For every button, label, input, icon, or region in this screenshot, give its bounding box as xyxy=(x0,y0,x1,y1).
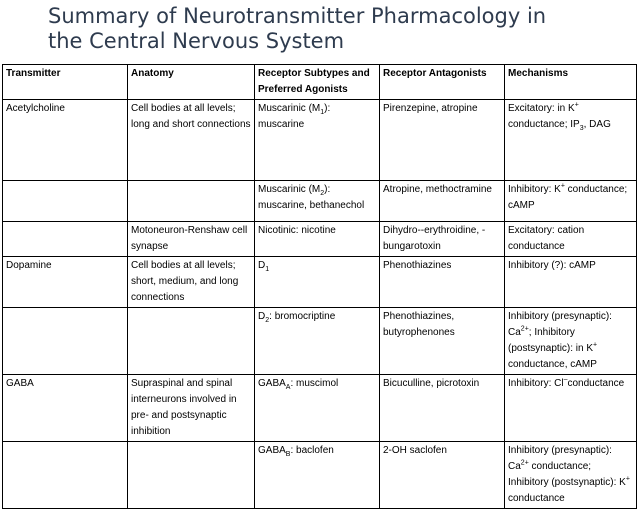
table-row xyxy=(3,308,637,375)
cell-antagonists: Pirenzepine, atropine xyxy=(380,100,505,181)
cell-anatomy: Supraspinal and spinal interneurons involved in pre- and postsynaptic inhibition xyxy=(128,375,255,442)
cell-antagonists: Atropine, methoctramine xyxy=(380,181,505,222)
cell-mechanism: Excitatory: cation conductance xyxy=(505,222,637,257)
cell-receptor: Nicotinic: nicotine xyxy=(255,222,380,257)
cell-transmitter: GABA xyxy=(3,375,128,442)
table-row xyxy=(3,442,637,509)
table-header-row xyxy=(3,65,637,100)
cell-anatomy: Motoneuron-Renshaw cell synapse xyxy=(128,222,255,257)
cell-mechanism: Inhibitory: Cl–conductance xyxy=(505,375,637,442)
cell-transmitter xyxy=(3,308,128,375)
slide-title-line-1: Summary of Neurotransmitter Pharmacology in xyxy=(48,4,547,28)
cell-antagonists: Phenothiazines, butyrophenones xyxy=(380,308,505,375)
cell-transmitter: Dopamine xyxy=(3,257,128,308)
table-row xyxy=(3,257,637,308)
cell-anatomy xyxy=(128,181,255,222)
header-receptor-subtypes: Receptor Subtypes and Preferred Agonists xyxy=(255,65,380,100)
cell-receptor: $GABA_B$: baclofen xyxy=(255,442,380,509)
header-transmitter: Transmitter xyxy=(3,65,128,100)
cell-receptor: Muscarinic $(M_1)$: muscarine xyxy=(255,100,380,181)
slide-title-line-2: the Central Nervous System xyxy=(48,29,345,53)
cell-antagonists: Phenothiazines xyxy=(380,257,505,308)
cell-antagonists: Dihydro--erythroidine, -bungarotoxin xyxy=(380,222,505,257)
header-anatomy: Anatomy xyxy=(128,65,255,100)
cell-antagonists: Bicuculline, picrotoxin xyxy=(380,375,505,442)
cell-mechanism: Excitatory: in K+ conductance; $IP_3$, DAG xyxy=(505,100,637,181)
table-row xyxy=(3,100,637,181)
table-row xyxy=(3,222,637,257)
header-mechanisms: Mechanisms xyxy=(505,65,637,100)
cell-mechanism: Inhibitory (presynaptic): $Ca^{2+}$; Inhibitory (postsynaptic): in K+ conductance, cAMP xyxy=(505,308,637,375)
cell-anatomy: Cell bodies at all levels; long and short connections xyxy=(128,100,255,181)
cell-receptor: $D_2$: bromocriptine xyxy=(255,308,380,375)
slide-title xyxy=(48,4,628,54)
pharmacology-table xyxy=(2,64,637,509)
table-row xyxy=(3,181,637,222)
cell-anatomy: Cell bodies at all levels; short, medium, and long connections xyxy=(128,257,255,308)
cell-transmitter xyxy=(3,222,128,257)
header-receptor-antagonists: Receptor Antagonists xyxy=(380,65,505,100)
cell-receptor: $GABA_A$: muscimol xyxy=(255,375,380,442)
cell-anatomy xyxy=(128,308,255,375)
cell-anatomy xyxy=(128,442,255,509)
cell-antagonists: 2-OH saclofen xyxy=(380,442,505,509)
cell-transmitter: Acetylcholine xyxy=(3,100,128,181)
table-row xyxy=(3,375,637,442)
cell-transmitter xyxy=(3,442,128,509)
cell-mechanism: Inhibitory: K+ conductance; cAMP xyxy=(505,181,637,222)
cell-mechanism: Inhibitory (presynaptic): $Ca^{2+}$ conductance; Inhibitory (postsynaptic): K+ conductance xyxy=(505,442,637,509)
cell-receptor: Muscarinic $(M_2)$: muscarine, bethanechol xyxy=(255,181,380,222)
cell-transmitter xyxy=(3,181,128,222)
cell-mechanism: Inhibitory (?): cAMP xyxy=(505,257,637,308)
cell-receptor: $D_1$ xyxy=(255,257,380,308)
